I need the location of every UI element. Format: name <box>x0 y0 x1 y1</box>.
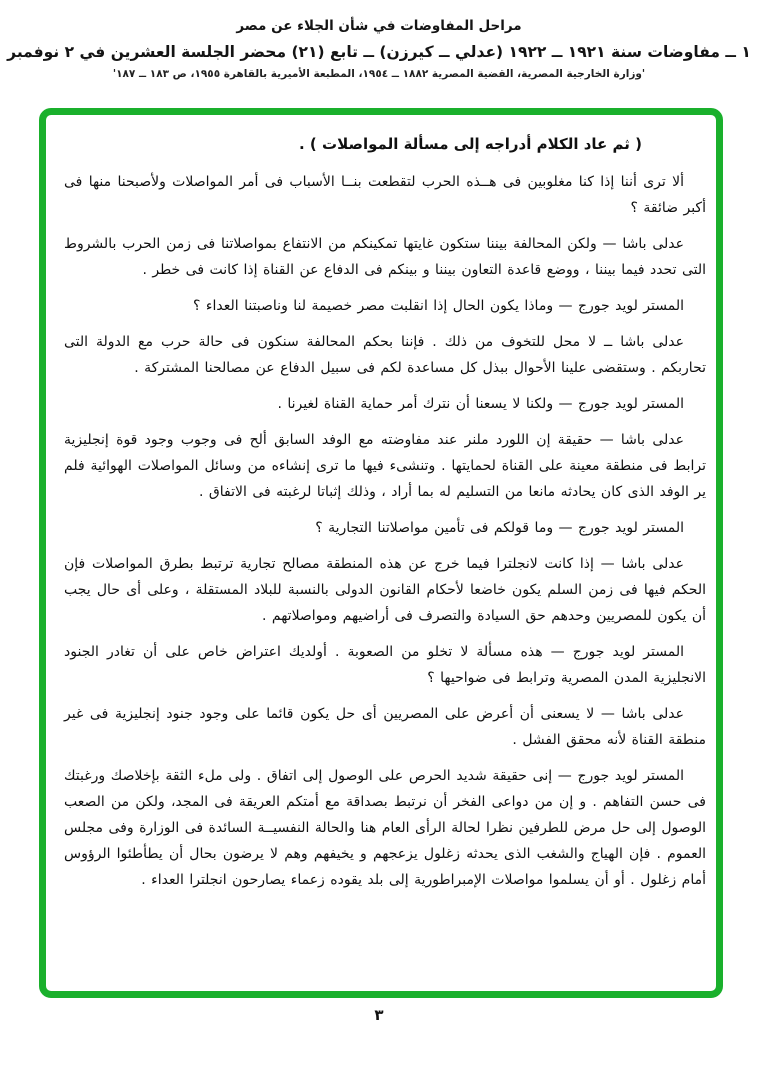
paragraph: عدلى باشا ــ لا محل للتخوف من ذلك . فإننا بحكم المحالفة سنكون فى حالة حرب مع الدولة التى تحاربكم . وستقضى علينا الأحوال ببذل كل مساعدة لكم فى سبيل الدفاع عن مصالحنا المشتركة . <box>64 334 706 376</box>
paragraph: المستر لويد جورج — وماذا يكون الحال إذا انقلبت مصر خصيمة لنا وناصبتنا العداء ؟ <box>193 298 684 314</box>
document-body <box>64 135 706 903</box>
stage-direction-note: ( ثم عاد الكلام أدراجه إلى مسألة المواصلات ) . <box>299 135 642 153</box>
paragraph: عدلى باشا — لا يسعنى أن أعرض على المصريين أى حل يكون قائما على وجود جنود إنجليزية فى غير منطقة القناة لأنه محقق الفشل . <box>64 706 706 748</box>
paragraph: عدلى باشا — إذا كانت لانجلترا فيما خرج عن هذه المنطقة مصالح تجارية ترتبط بطرق المواصلات فإن الحكم فيها فى زمن السلم يكون خاضعا لأحكام القانون الدولى بالنسبة للبلاد المستقلة ، وعلى أى حال يجب أن يكون للمصريين وحدهم حق السيادة والتصرف فى أراضيهم ومواصلاتهم . <box>64 556 706 624</box>
highlight-box <box>39 108 723 998</box>
document-subtitle: ١ ــ مفاوضات سنة ١٩٢١ ــ ١٩٢٢ (عدلي ــ كيرزن) ــ تابع (٢١) محضر الجلسة العشرين في ٢ نوفمبر <box>7 43 751 61</box>
paragraph: ألا ترى أننا إذا كنا مغلوبين فى هــذه الحرب لتقطعت بنــا الأسباب فى أمر المواصلات ولأصبحنا منها فى أكبر ضائقة ؟ <box>64 174 706 216</box>
page-header <box>0 18 758 80</box>
page-number: ٣ <box>374 1006 384 1024</box>
source-citation: 'وزارة الخارجية المصرية، القضية المصرية ١٨٨٢ ــ ١٩٥٤، المطبعة الأميرية بالقاهرة ١٩٥٥، ص ١٨٣ ــ ١٨٧' <box>112 68 646 80</box>
paragraph: عدلى باشا — حقيقة إن اللورد ملنر عند مفاوضته مع الوفد السابق ألح فى وجوب وجود قوة إنجليزية ترابط فى منطقة معينة على القناة لحمايتها . وتنشىء فيها ما ترى إنشاءه من وسائل المواصلات الهوائية فلم ير الوفد الذى كان يحادثه مانعا من التسليم له بما أراد ، وذلك إثباتا لرغبته فى الاتفاق . <box>64 432 706 500</box>
paragraph: المستر لويد جورج — هذه مسألة لا تخلو من الصعوبة . أولديك اعتراض خاص على أن تغادر الجنود الانجليزية المدن المصرية وترابط فى ضواحيها ؟ <box>64 644 706 686</box>
paragraph: المستر لويد جورج — ولكنا لا يسعنا أن نترك أمر حماية القناة لغيرنا . <box>277 396 684 412</box>
paragraph: عدلى باشا — ولكن المحالفة بيننا ستكون غايتها تمكينكم من الانتفاع بمواصلاتنا فى زمن الحرب بالشروط التى تحدد فيما بيننا ، ووضع قاعدة التعاون بيننا و بينكم فى الدفاع عن القناة إذا كانت فى خطر . <box>64 236 706 278</box>
document-title: مراحل المفاوضات في شأن الجلاء عن مصر <box>236 18 522 34</box>
paragraph: المستر لويد جورج — إنى حقيقة شديد الحرص على الوصول إلى اتفاق . ولى ملء الثقة بإخلاصك ورغبتك فى حسن التفاهم . و إن من دواعى الفخر أن نرتبط بصداقة مع أمتكم العريقة فى المجد، ولكن من الصعب الوصول إلى حل مرض للطرفين نظرا لحالة الرأى العام هنا والحالة النفسيــة السائدة فى الوزارة وفى مجلس العموم . فإن الهياج والشغب الذى يحدثه زغلول يزعجهم و يخيفهم وهم لا يرضون بحال أن يطأطئوا الرؤوس أمام زغلول . أو أن يسلموا مواصلات الإمبراطورية إلى بلد يقوده زعماء يصارحون انجلترا العداء . <box>64 768 706 888</box>
paragraph: المستر لويد جورج — وما قولكم فى تأمين مواصلاتنا التجارية ؟ <box>315 520 684 536</box>
